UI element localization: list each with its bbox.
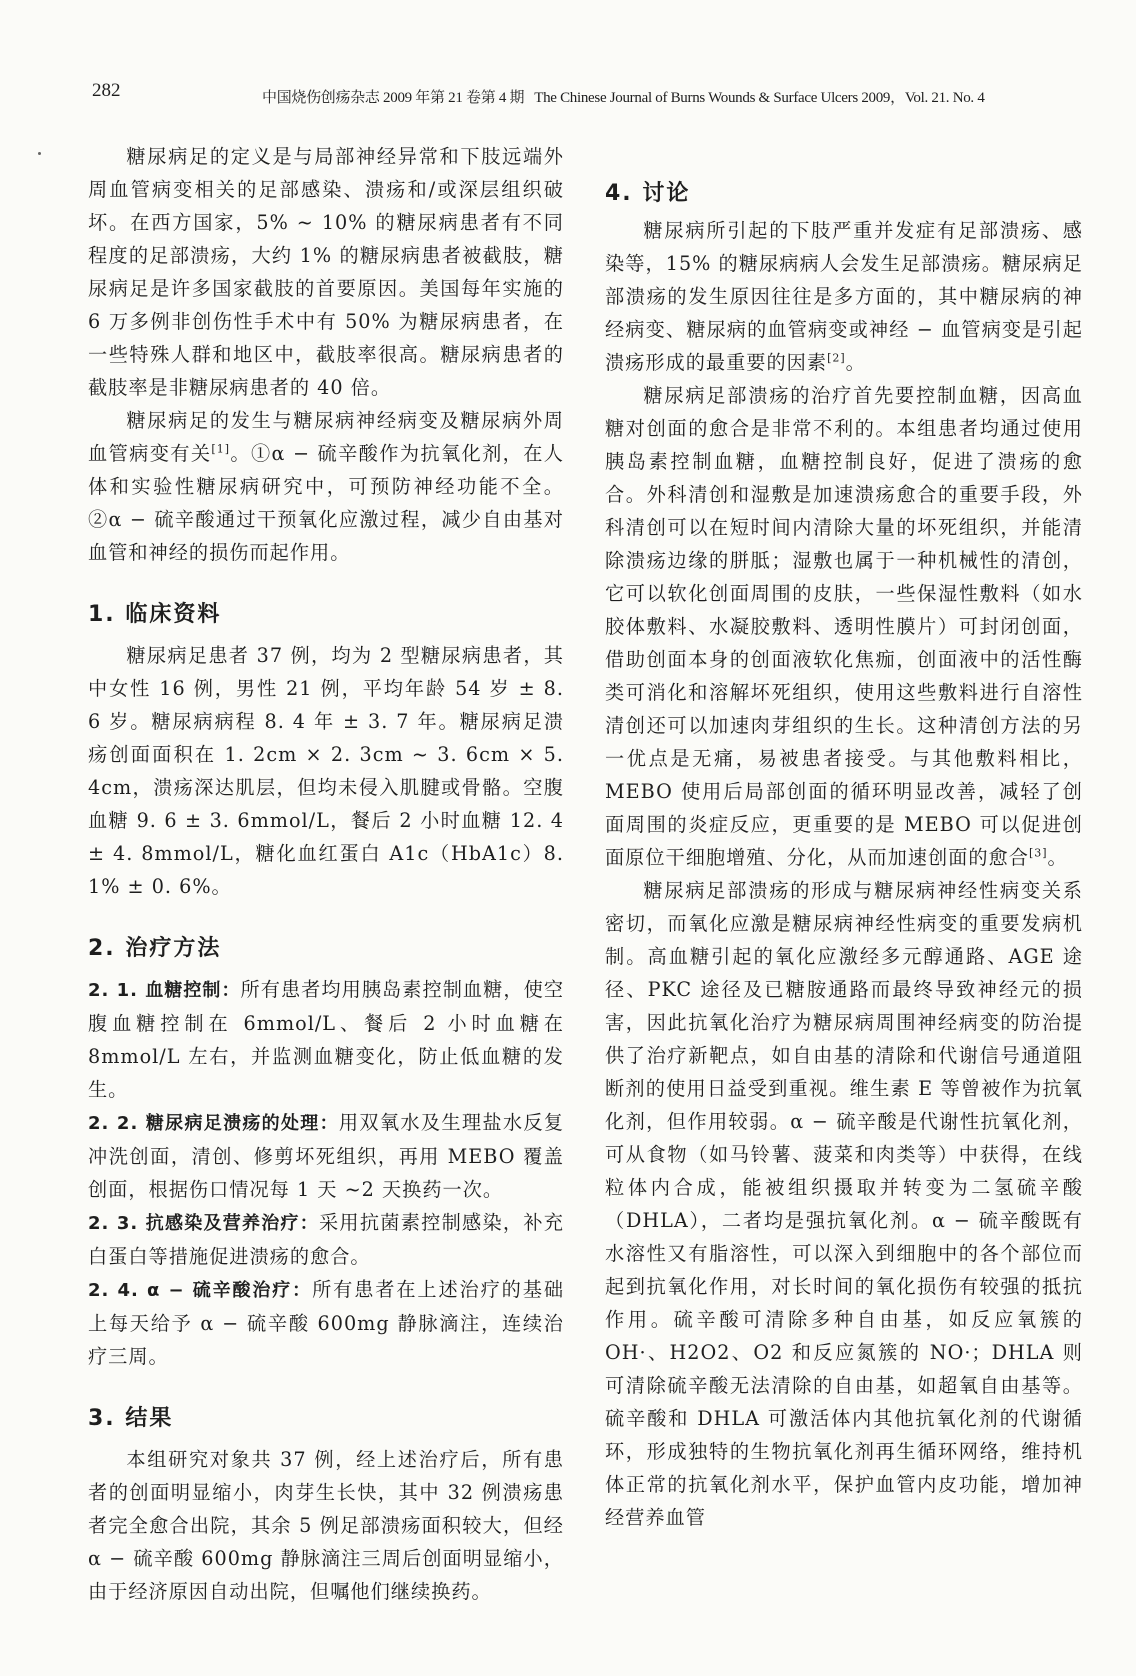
margin-dot	[38, 152, 41, 155]
intro-paragraph-1: 糖尿病足的定义是与局部神经异常和下肢远端外周血管病变相关的足部感染、溃疡和/或深层组织破坏。在西方国家，5% ~ 10% 的糖尿病患者有不同程度的足部溃疡，大约 1% 的糖尿病患者被截肢，糖尿病足是许多国家截肢的首要原因。美国每年实施的 6 万多例非创伤性手术中有 50% 为糖尿病患者，在一些特殊人群和地区中，截肢率很高。糖尿病患者的截肢率是非糖尿病患者的 40 倍。	[88, 145, 564, 399]
results-paragraph: 本组研究对象共 37 例，经上述治疗后，所有患者的创面明显缩小，肉芽生长快，其中 32 例溃疡患者完全愈合出院，其余 5 例足部溃疡面积较大，但经 α − 硫辛酸 600mg 静脉滴注三周后创面明显缩小，由于经济原因自动出院，但嘱他们继续换药。	[88, 1448, 564, 1603]
intro-paragraph-2-text: 糖尿病足的发生与糖尿病神经病变及糖尿病外周血管病变有关	[88, 409, 564, 465]
subsection-2-4	[88, 1273, 564, 1373]
intro-paragraph-2-rest: 。①α − 硫辛酸作为抗氧化剂，在人体和实验性糖尿病研究中，可预防神经功能不全。②α − 硫辛酸通过干预氧化应激过程，减少自由基对血管和神经的损伤而起作用。	[88, 442, 564, 564]
subsection-2-3	[88, 1206, 564, 1273]
subsection-2-4-title: 2. 4. α − 硫辛酸治疗：	[88, 1280, 313, 1301]
discussion-paragraph-1	[605, 214, 1083, 379]
discussion-paragraph-3: 糖尿病足部溃疡的形成与糖尿病神经性病变关系密切，而氧化应激是糖尿病神经性病变的重要发病机制。高血糖引起的氧化应激经多元醇通路、AGE 途径、PKC 途径及已糖胺通路而最终导致神经元的损害，因此抗氧化治疗为糖尿病周围神经病变的防治提供了治疗新靶点，如自由基的清除和代谢信号通道阻断剂的使用日益受到重视。维生素 E 等曾被作为抗氧化剂，但作用较弱。α − 硫辛酸是代谢性抗氧化剂，可从食物（如马铃薯、菠菜和肉类等）中获得，在线粒体内合成，能被组织摄取并转变为二氢硫辛酸（DHLA），二者均是强抗氧化剂。α − 硫辛酸既有水溶性又有脂溶性，可以深入到细胞中的各个部位而起到抗氧化作用，对长时间的氧化损伤有较强的抵抗作用。硫辛酸可清除多种自由基，如反应氧簇的 OH·、H2O2、O2 和反应氮簇的 NO·；DHLA 则可清除硫辛酸无法清除的自由基，如超氧自由基等。硫辛酸和 DHLA 可激活体内其他抗氧化剂的代谢循环，形成独特的生物抗氧化剂再生循环网络，维持机体正常的抗氧化剂水平，保护血管内皮功能，增加神经营养血管	[605, 879, 1083, 1529]
running-header	[262, 86, 1082, 107]
subsection-2-3-text: 采用抗菌素控制感染，补充白蛋白等措施促进溃疡的愈合。	[88, 1211, 564, 1268]
subsection-2-2	[88, 1106, 564, 1206]
discussion-paragraph-2-text: 糖尿病足部溃疡的治疗首先要控制血糖，因高血糖对创面的愈合是非常不利的。本组患者均通过使用胰岛素控制血糖，血糖控制良好，促进了溃疡的愈合。外科清创和湿敷是加速溃疡愈合的重要手段，外科清创可以在短时间内清除大量的坏死组织，并能清除溃疡边缘的胼胝；湿敷也属于一种机械性的清创，它可以软化创面周围的皮肤，一些保湿性敷料（如水胶体敷料、水凝胶敷料、透明性膜片）可封闭创面，借助创面本身的创面液软化焦痂，创面液中的活性酶类可消化和溶解坏死组织，使用这些敷料进行自溶性清创还可以加速肉芽组织的生长。这种清创方法的另一优点是无痛，易被患者接受。与其他敷料相比，MEBO 使用后局部创面的循环明显改善，减轻了创面周围的炎症反应，更重要的是 MEBO 可以促进创面原位干细胞增殖、分化，从而加速创面的愈合	[605, 384, 1083, 869]
subsection-2-4-text: 所有患者在上述治疗的基础上每天给予 α − 硫辛酸 600mg 静脉滴注，连续治疗三周。	[88, 1278, 565, 1368]
discussion-paragraph-1-text: 糖尿病所引起的下肢严重并发症有足部溃疡、感染等，15% 的糖尿病病人会发生足部溃疡。糖尿病足部溃疡的发生原因往往是多方面的，其中糖尿病的神经病变、糖尿病的血管病变或神经 − 血管病变是引起溃疡形成的最重要的因素	[605, 219, 1083, 374]
intro-paragraph-2	[88, 404, 564, 569]
page-number: 282	[92, 80, 121, 101]
subsection-2-1	[88, 973, 564, 1106]
section-heading-discussion: 4. 讨论	[605, 181, 691, 206]
citation-2: [2]	[827, 351, 846, 365]
citation-1: [1]	[211, 442, 231, 456]
section-heading-treatment: 2. 治疗方法	[88, 936, 222, 961]
right-column	[605, 174, 1083, 1534]
subsection-2-2-text: 用双氧水及生理盐水反复冲洗创面，清创、修剪坏死组织，再用 MEBO 覆盖创面，根据伤口情况每 1 天 ~2 天换药一次。	[88, 1111, 565, 1201]
discussion-paragraph-2	[605, 379, 1083, 874]
subsection-2-3-title: 2. 3. 抗感染及营养治疗：	[88, 1213, 319, 1234]
discussion-paragraph-1-end: 。	[845, 351, 866, 374]
clinical-data-paragraph: 糖尿病足患者 37 例，均为 2 型糖尿病患者，其中女性 16 例，男性 21 例，平均年龄 54 岁 ± 8. 6 岁。糖尿病病程 8. 4 年 ± 3. 7 年。糖尿病足溃疡创面面积在 1. 2cm × 2. 3cm ~ 3. 6cm × 5. 4cm，溃疡深达肌层，但均未侵入肌腱或骨骼。空腹血糖 9. 6 ± 3. 6mmol/L，餐后 2 小时血糖 12. 4 ± 4. 8mmol/L，糖化血红蛋白 A1c（HbA1c）8. 1% ± 0. 6%。	[88, 644, 564, 898]
left-column	[88, 140, 564, 1608]
subsection-2-1-title: 2. 1. 血糖控制：	[88, 980, 241, 1001]
discussion-paragraph-2-end: 。	[1047, 846, 1068, 869]
subsection-2-2-title: 2. 2. 糖尿病足溃疡的处理：	[88, 1113, 339, 1134]
section-heading-results: 3. 结果	[88, 1406, 174, 1431]
journal-title-cn: 中国烧伤创疡杂志 2009 年第 21 卷第 4 期	[262, 90, 525, 106]
journal-title-en: The Chinese Journal of Burns Wounds & Surface Ulcers 2009，Vol. 21. No. 4	[534, 90, 985, 106]
subsection-2-1-text: 所有患者均用胰岛素控制血糖，使空腹血糖控制在 6mmol/L、餐后 2 小时血糖在 8mmol/L 左右，并监测血糖变化，防止低血糖的发生。	[88, 978, 565, 1101]
section-heading-clinical-data: 1. 临床资料	[88, 602, 222, 627]
citation-3: [3]	[1028, 846, 1048, 860]
